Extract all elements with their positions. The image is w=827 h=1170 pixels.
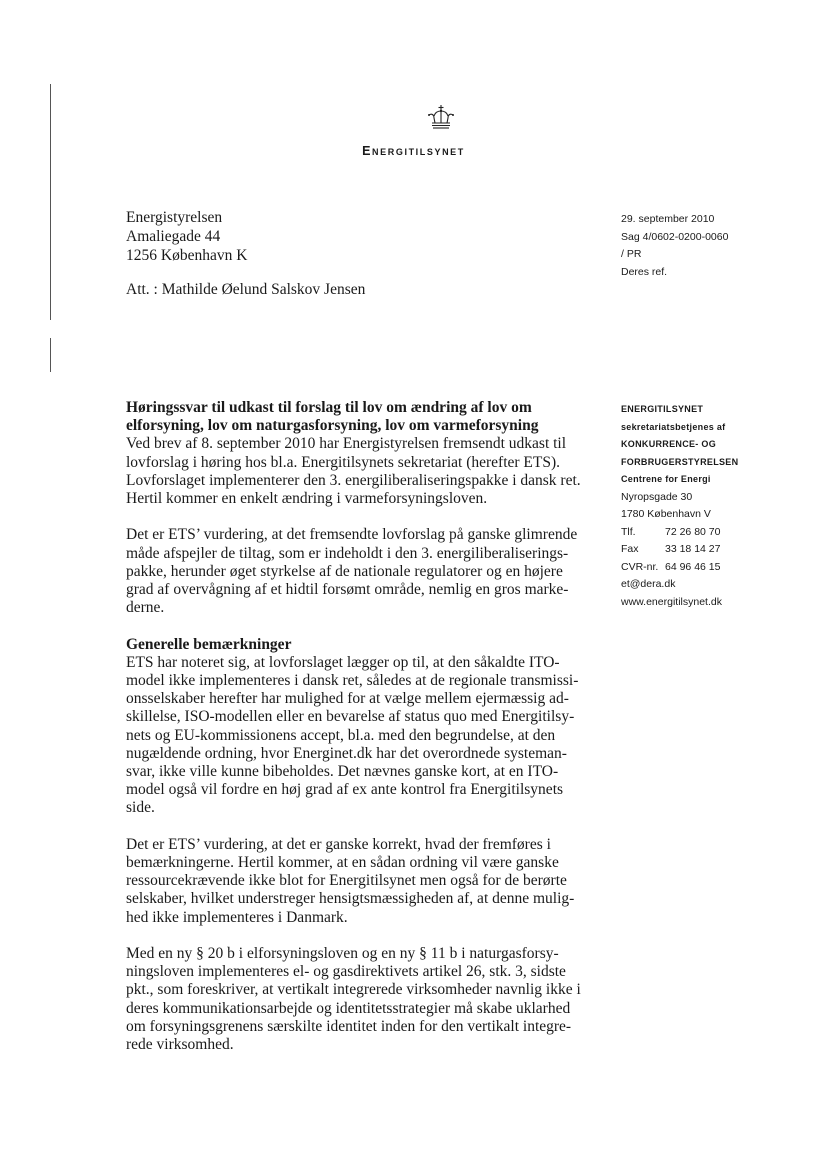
recipient-line: Energistyrelsen [126,209,223,226]
paragraph-line: Lovforslaget implementerer den 3. energiliberaliseringspakke i dansk ret. [126,471,581,489]
paragraph-line: ningsloven implementeres el- og gasdirektivets artikel 26, stk. 3, sidste [126,963,566,981]
contact-label: Tlf. [621,525,636,538]
sidebar-bold-line: KONKURRENCE- OG [621,439,717,449]
sidebar-cvr [621,559,738,577]
ito-paragraph [126,654,596,818]
paragraph-line: pkt., som foreskriver, at vertikalt integrerede virksomheder navnlig ikke i [126,981,581,999]
case-number: Sag 4/0602-0200-0060 [621,230,729,243]
section-heading: Generelle bemærkninger [126,635,292,653]
paragraph-line: om forsyningsgrenens særskilte identitet inden for den vertikalt integre- [126,1017,572,1035]
subject-title-line: Høringssvar til udkast til forslag til lov om ændring af lov om [126,399,532,416]
paragraph-line: model ikke implementeres i dansk ret, således at de regionale transmissi- [126,672,579,690]
intro-paragraph [126,435,596,508]
paragraph-line: onsselskaber herefter har mulighed for at vælge mellem ejermæssig ad- [126,690,569,708]
assessment-paragraph [126,526,596,617]
sidebar-bold-line: FORBRUGERSTYRELSEN [621,456,739,467]
paragraph-line: nets og EU-kommissionens accept, bl.a. med den begrundelse, at den [126,726,556,744]
sidebar-address-line: 1780 København V [621,508,711,520]
paragraph-line: deres kommunikationsarbejde og identitetsstrategier må skabe uklarhed [126,999,571,1017]
scan-margin-line [50,338,51,372]
sidebar-website: www.energitilsynet.dk [621,595,722,608]
contact-value: 64 96 46 15 [665,560,721,573]
paragraph-line: bemærkningerne. Hertil kommer, at en sådan ordning vil være ganske [126,854,559,872]
paragraph-line: lovforslag i høring hos bl.a. Energitilsynets sekretariat (herefter ETS). [126,453,561,471]
sidebar-email: et@dera.dk [621,578,676,590]
royal-crown-icon [426,104,456,130]
letter-body [126,399,596,1072]
initials: / PR [621,248,642,260]
contact-value: 33 18 14 27 [665,543,721,555]
contact-value: 72 26 80 70 [665,525,721,538]
paragraph-line: Hertil kommer en enkelt ændring i varmeforsyningsloven. [126,490,488,508]
remarks-paragraph [126,836,596,927]
attention-line: Att. : Mathilde Øelund Salskov Jensen [126,281,366,298]
subject-and-intro [126,399,596,435]
paragraph-line: hed ikke implementeres i Danmark. [126,908,348,926]
paragraph-line: rede virksomhed. [126,1036,234,1054]
paragraph-line: pakke, herunder øget styrkelse af de nationale regulatorer og en højere [126,562,563,580]
paragraph-line: ETS har noteret sig, at lovforslaget lægger op til, at den såkaldte ITO- [126,653,560,671]
sidebar-phone [621,524,738,542]
paragraph-line: svar, ikke ville kunne bibeholdes. Det nævnes ganske kort, at en ITO- [126,763,559,781]
paragraph-line: Med en ny § 20 b i elforsyningsloven og en ny § 11 b i naturgasforsy- [126,945,559,963]
paragraph-line: Det er ETS’ vurdering, at det er ganske korrekt, hvad der fremføres i [126,835,551,853]
section-20b-paragraph [126,945,596,1054]
paragraph-line: Det er ETS’ vurdering, at det fremsendte lovforslag på ganske glimrende [126,526,578,544]
paragraph-line: selskaber, hvilket understreger hensigtsmæssigheden af, at denne mulig- [126,890,575,908]
recipient-line: 1256 København K [126,247,248,264]
paragraph-line: Ved brev af 8. september 2010 har Energistyrelsen fremsendt udkast til [126,435,567,453]
paragraph-line: side. [126,799,155,817]
sidebar-bold-line: ENERGITILSYNET [621,404,704,414]
subject-title-line: elforsyning, lov om naturgasforsyning, lov om varmeforsyning [126,417,539,435]
letter-date: 29. september 2010 [621,213,715,225]
letter-meta [621,211,728,281]
recipient-address [126,208,247,265]
sidebar-address-line: Nyropsgade 30 [621,490,693,503]
sender-sidebar [621,401,738,611]
sidebar-bold-line: Centrene for Energi [621,474,711,484]
contact-label: CVR-nr. [621,560,659,573]
paragraph-line: derne. [126,599,165,617]
contact-label: Fax [621,543,639,555]
sidebar-bold-line: sekretariatsbetjenes af [621,421,726,432]
scan-margin-line [50,84,51,320]
paragraph-line: ressourcekrævende ikke blot for Energitilsynet men også for de berørte [126,872,567,890]
sidebar-fax [621,541,738,559]
your-ref: Deres ref. [621,265,668,278]
paragraph-line: model også vil fordre en høj grad af ex ante kontrol fra Energitilsynets [126,781,564,799]
paragraph-line: måde afspejler de tiltag, som er indeholdt i den 3. energiliberaliserings- [126,544,569,562]
paragraph-line: nugældende ordning, hvor Energinet.dk har det overordnede systeman- [126,744,567,762]
paragraph-line: skillelse, ISO-modellen eller en bevarelse af status quo med Energitilsy- [126,708,575,726]
recipient-line: Amaliegade 44 [126,228,221,245]
agency-name: Energitilsynet [362,144,465,158]
paragraph-line: grad af overvågning af et hidtil forsømt område, nemlig en gros marke- [126,581,569,599]
